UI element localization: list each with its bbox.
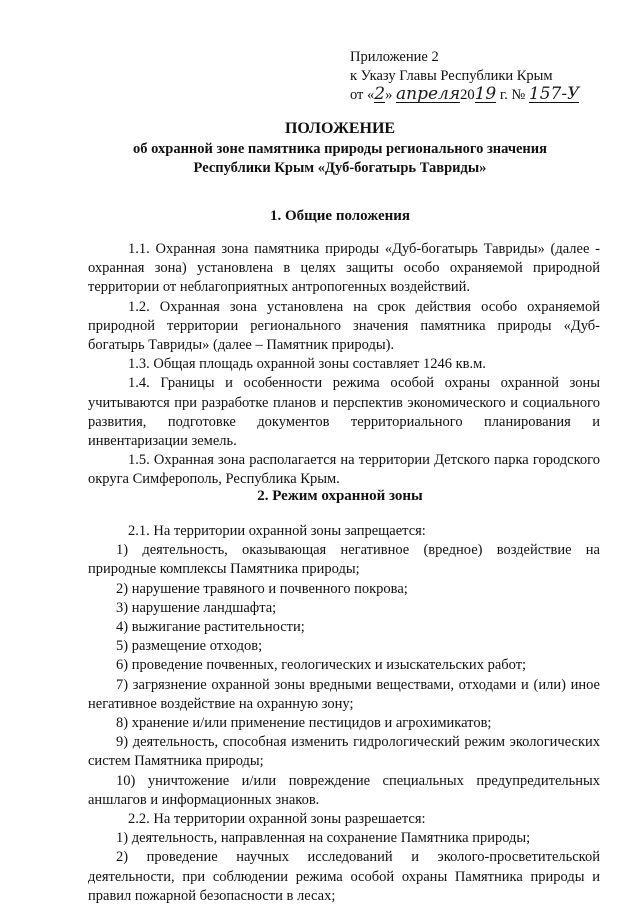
list-item-9: 9) деятельность, способная изменить гидрологический режим экологических систем Памятника природы; [88,734,600,770]
annex-close-quote: » [385,87,393,103]
annex-number: 157-У [528,84,580,104]
doc-subtitle-line-1: об охранной зоне памятника природы регионального значения [133,141,547,157]
annex-line-2: к Указу Главы Республики Крым [350,68,553,84]
annex-line-1: Приложение 2 [350,49,439,65]
annex-day: 2 [374,84,386,104]
paragraph-1-3: 1.3. Общая площадь охранной зоны составляет 1246 кв.м. [128,356,486,373]
section-2-body [88,522,600,906]
doc-title: ПОЛОЖЕНИЕ [284,120,396,137]
paragraph-1-4: 1.4. Границы и особенности режима особой охраны охранной зоны учитываются при разработке планов и перспектив экономического и социального развития, подготовке документов территориального планирования и инвентаризации земель. [88,375,600,450]
annex-from: от « [350,87,375,103]
list-item-5: 5) размещение отходов; [116,638,263,655]
list-item-2: 2) нарушение травяного и почвенного покрова; [116,580,408,597]
paragraph-2-2: 2.2. На территории охранной зоны разрешается: [128,811,426,828]
annex-block [350,48,579,105]
list-item-4: 4) выжигание растительности; [116,619,305,636]
allowed-item-2: 2) проведение научных исследований и эколого-просветительской деятельности, при соблюдении режима особой охраны Памятника природы и правил пожарной безопасности в лесах; [88,849,600,904]
annex-month: апреля [395,84,461,104]
paragraph-1-1: 1.1. Охранная зона памятника природы «Дуб-богатырь Тавриды» (далее - охранная зона) установлена в целях защиты особо охраняемой природной территории от неблагоприятных антропогенных воздействий. [88,241,600,296]
list-item-7: 7) загрязнение охранной зоны вредными веществами, отходами и (или) иное негативное воздействие на охранную зону; [88,676,600,712]
paragraph-1-5: 1.5. Охранная зона располагается на территории Детского парка городского округа Симферополь, Республика Крым. [88,452,600,488]
doc-subtitle-line-2: Республики Крым «Дуб-богатырь Тавриды» [193,160,487,176]
list-item-8: 8) хранение и/или применение пестицидов и агрохимикатов; [116,715,492,732]
annex-year-suffix: 19 [474,84,497,104]
list-item-1: 1) деятельность, оказывающая негативное (вредное) воздействие на природные комплексы Памятника природы; [88,542,600,578]
annex-year-prefix: 20 [460,87,475,103]
list-item-3: 3) нарушение ландшафта; [116,599,277,616]
section-1-body [88,240,600,490]
allowed-item-1: 1) деятельность, направленная на сохранение Памятника природы; [116,830,531,847]
annex-date-line [350,86,579,105]
list-item-6: 6) проведение почвенных, геологических и изыскательских работ; [116,657,527,674]
paragraph-2-1: 2.1. На территории охранной зоны запрещается: [128,523,426,539]
section-1-heading: 1. Общие положения [269,208,411,224]
list-item-10: 10) уничтожение и/или повреждение специальных предупредительных аншлагов и информационных знаков. [88,772,600,808]
annex-number-label: г. № [499,87,526,103]
section-2-heading: 2. Режим охранной зоны [257,488,423,504]
paragraph-1-2: 1.2. Охранная зона установлена на срок действия особо охраняемой природной территории регионального значения памятника природы «Дуб-богатырь Тавриды» (далее – Памятник природы). [88,298,600,354]
